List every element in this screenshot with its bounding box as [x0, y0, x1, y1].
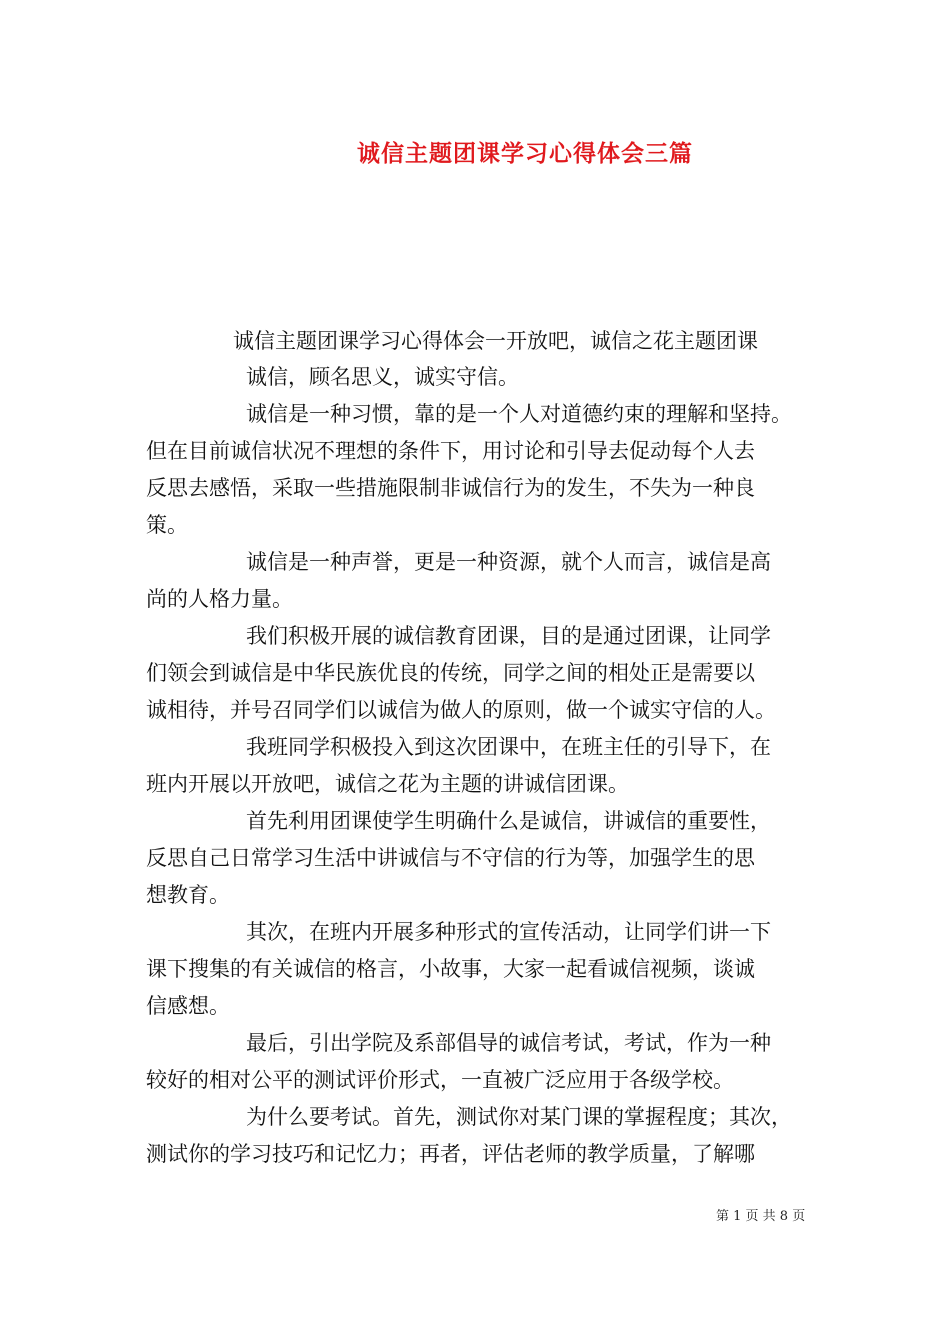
paragraph-line: 诚相待，并号召同学们以诚信为做人的原则，做一个诚实守信的人。 [146, 698, 776, 722]
paragraph-line: 策。 [146, 513, 188, 537]
paragraph-line: 我班同学积极投入到这次团课中，在班主任的引导下，在 [246, 735, 771, 759]
paragraph-line: 诚信，顾名思义，诚实守信。 [246, 365, 519, 389]
paragraph-line: 首先利用团课使学生明确什么是诚信，讲诚信的重要性， [246, 809, 771, 833]
paragraph-line: 测试你的学习技巧和记忆力；再者，评估老师的教学质量，了解哪 [146, 1142, 755, 1166]
paragraph-line: 们领会到诚信是中华民族优良的传统，同学之间的相处正是需要以 [146, 661, 755, 685]
paragraph-line: 其次，在班内开展多种形式的宣传活动，让同学们讲一下 [246, 920, 771, 944]
page-title: 诚信主题团课学习心得体会三篇 [357, 140, 693, 167]
paragraph-line: 最后，引出学院及系部倡导的诚信考试，考试，作为一种 [246, 1031, 771, 1055]
paragraph-line: 想教育。 [146, 883, 230, 907]
paragraph-line: 课下搜集的有关诚信的格言，小故事，大家一起看诚信视频，谈诚 [146, 957, 755, 981]
paragraph-line: 我们积极开展的诚信教育团课，目的是通过团课，让同学 [246, 624, 771, 648]
paragraph-line: 反思去感悟，采取一些措施限制非诚信行为的发生，不失为一种良 [146, 476, 755, 500]
paragraph-line: 为什么要考试。首先，测试你对某门课的掌握程度；其次， [246, 1105, 792, 1129]
paragraph-line: 较好的相对公平的测试评价形式，一直被广泛应用于各级学校。 [146, 1068, 734, 1092]
paragraph-line: 尚的人格力量。 [146, 587, 293, 611]
page-number: 第 1 页 共 8 页 [716, 1209, 806, 1224]
paragraph-line: 但在目前诚信状况不理想的条件下，用讨论和引导去促动每个人去 [146, 439, 755, 463]
paragraph-line: 反思自己日常学习生活中讲诚信与不守信的行为等，加强学生的思 [146, 846, 755, 870]
paragraph-line: 信感想。 [146, 994, 230, 1018]
paragraph-line: 诚信主题团课学习心得体会一开放吧，诚信之花主题团课 [233, 329, 758, 353]
paragraph-line: 班内开展以开放吧，诚信之花为主题的讲诚信团课。 [146, 772, 629, 796]
paragraph-line: 诚信是一种习惯，靠的是一个人对道德约束的理解和坚持。 [246, 402, 792, 426]
paragraph-line: 诚信是一种声誉，更是一种资源，就个人而言，诚信是高 [246, 550, 771, 574]
